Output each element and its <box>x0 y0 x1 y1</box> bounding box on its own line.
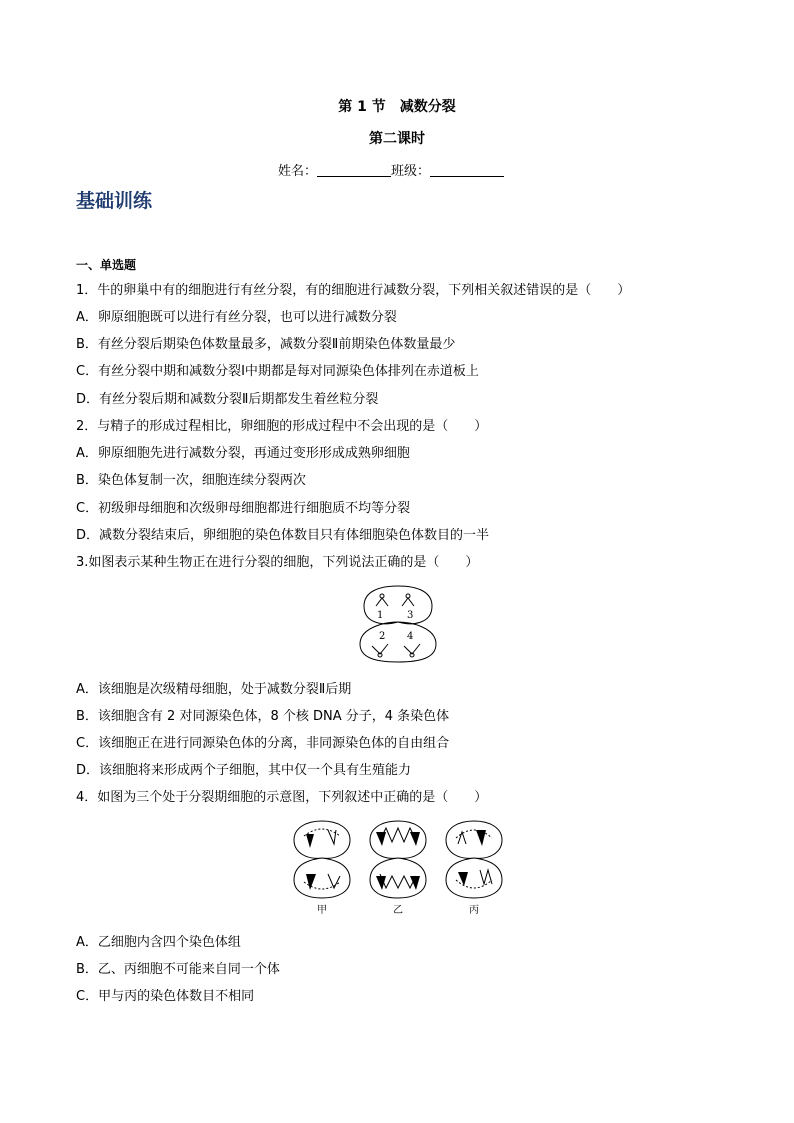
q3-option-a: A．该细胞是次级精母细胞，处于减数分裂Ⅱ后期 <box>76 682 352 697</box>
page-title: 第 1 节 减数分裂 <box>338 99 456 115</box>
class-blank[interactable] <box>430 164 504 177</box>
q4-option-c: C．甲与丙的染色体数目不相同 <box>76 989 255 1004</box>
q2-option-a: A．卵原细胞先进行减数分裂，再通过变形形成成熟卵细胞 <box>76 446 410 461</box>
q4-figure-label-yi: 乙 <box>393 905 403 916</box>
q3-stem: 3.如图表示某种生物正在进行分裂的细胞，下列说法正确的是（ ） <box>76 555 479 570</box>
q3-figure-label-4: 4 <box>407 631 414 642</box>
q3-figure-label-2: 2 <box>379 631 386 642</box>
q4-cells-figure <box>290 818 506 918</box>
student-info-line <box>278 160 504 179</box>
cell-bing <box>446 821 502 898</box>
q1-option-b: B．有丝分裂后期染色体数量最多，减数分裂Ⅱ前期染色体数量最少 <box>76 337 456 352</box>
q2-option-d: D．减数分裂结束后，卵细胞的染色体数目只有体细胞染色体数目的一半 <box>76 528 490 543</box>
q1-option-a: A．卵原细胞既可以进行有丝分裂，也可以进行减数分裂 <box>76 310 397 325</box>
q3-option-d: D．该细胞将来形成两个子细胞，其中仅一个具有生殖能力 <box>76 763 412 778</box>
group-title: 一、单选题 <box>76 258 137 272</box>
q2-option-c: C．初级卵母细胞和次级卵母细胞都进行细胞质不均等分裂 <box>76 501 411 516</box>
q1-option-d: D．有丝分裂后期和减数分裂Ⅱ后期都发生着丝粒分裂 <box>76 392 379 407</box>
q4-figure-label-jia: 甲 <box>317 905 327 916</box>
q3-option-c: C．该细胞正在进行同源染色体的分离，非同源染色体的自由组合 <box>76 736 450 751</box>
q3-option-b: B．该细胞含有 2 对同源染色体，8 个核 DNA 分子，4 条染色体 <box>76 709 450 724</box>
q3-figure-label-1: 1 <box>377 610 384 621</box>
q1-stem: 1．牛的卵巢中有的细胞进行有丝分裂，有的细胞进行减数分裂，下列相关叙述错误的是（ ） <box>76 283 631 298</box>
q2-stem: 2．与精子的形成过程相比，卵细胞的形成过程中不会出现的是（ ） <box>76 419 488 434</box>
q2-option-b: B．染色体复制一次，细胞连续分裂两次 <box>76 473 306 488</box>
q3-cell-figure <box>352 584 444 664</box>
page-subtitle: 第二课时 <box>369 131 425 147</box>
q1-option-c: C．有丝分裂中期和减数分裂Ⅰ中期都是每对同源染色体排列在赤道板上 <box>76 364 479 379</box>
q4-figure-label-bing: 丙 <box>469 905 479 916</box>
name-blank[interactable] <box>317 164 391 177</box>
class-label: 班级： <box>391 164 431 179</box>
section-title: 基础训练 <box>76 190 153 212</box>
q4-option-b: B．乙、丙细胞不可能来自同一个体 <box>76 962 280 977</box>
q4-option-a: A．乙细胞内含四个染色体组 <box>76 935 241 950</box>
cell-jia <box>294 821 350 898</box>
q3-figure-label-3: 3 <box>407 610 414 621</box>
q4-stem: 4．如图为三个处于分裂期细胞的示意图，下列叙述中正确的是（ ） <box>76 790 488 805</box>
name-label: 姓名： <box>278 164 318 179</box>
